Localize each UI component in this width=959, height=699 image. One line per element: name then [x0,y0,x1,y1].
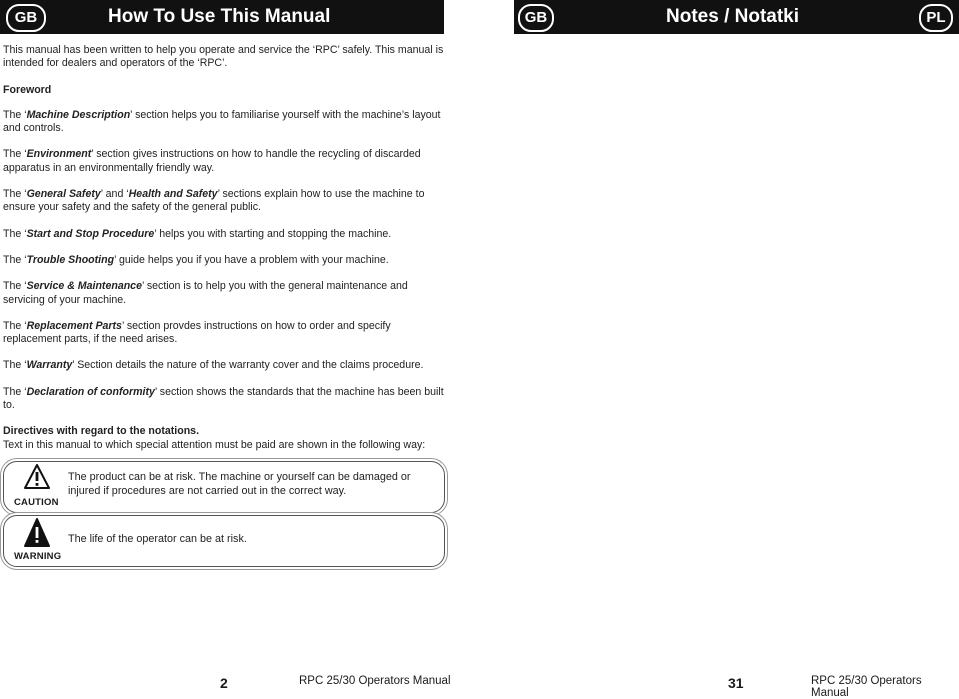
warning-triangle-icon [24,464,50,490]
notes-title: Notes / Notatki [666,6,800,27]
section-term: Declaration of conformity [26,385,155,398]
section-term: Machine Description [26,108,131,121]
warning-triangle-icon [24,518,50,548]
section-term: Trouble Shooting [26,253,115,266]
section-paragraph [3,254,448,267]
section-term: Environment [26,148,92,161]
page-number-left: 2 [220,675,228,691]
section-term: Start and Stop Procedure [26,227,155,240]
foreword-heading: Foreword [3,83,52,96]
caution-text: The product can be at risk. The machine or yourself can be damaged or injured if procedures are not carried out in the correct way. [68,471,411,497]
footer-left: RPC 25/30 Operators Manual [299,675,451,687]
gb-badge-right: GB [518,4,554,32]
section-text: The ‘ [3,253,27,266]
section-text: The ‘ [3,385,27,398]
section-text: The ‘ [3,188,27,201]
section-text: ’ section shows the standards that the machine has been built to. [3,385,444,412]
section-term: Replacement Parts [26,319,122,332]
section-term: Health and Safety [128,188,218,201]
section-text: The ‘ [3,359,27,372]
section-text: ’ section provdes instructions on how to order and specify replacement parts, if the need arises. [3,319,391,346]
section-text: ’ Section details the nature of the warranty cover and the claims procedure. [72,359,424,372]
page-number-right: 31 [728,675,744,691]
warning-text: The life of the operator can be at risk. [68,533,247,545]
directives-text: Text in this manual to which special attention must be paid are shown in the following way: [3,438,426,451]
section-text: The ‘ [3,108,27,121]
warning-label: WARNING [14,551,62,562]
warning-box [3,515,445,567]
section-text: ’ and ‘ [100,188,129,201]
footer-right: RPC 25/30 Operators Manual [811,675,922,699]
caution-box [3,461,445,513]
right-header-bar [514,0,959,34]
pl-badge: PL [919,4,953,32]
gb-badge: GB [6,4,46,32]
section-text: ’ guide helps you if you have a problem with your machine. [114,253,389,266]
section-paragraph [3,188,448,215]
section-text: ’ section is to help you with the general maintenance and servicing of your machine. [3,280,408,306]
section-term: Warranty [26,359,73,372]
page-title: How To Use This Manual [108,6,331,27]
intro-paragraph: This manual has been written to help you operate and service the ‘RPC’ safely. This manual is intended for dealers and operators of the ‘RPC’. [3,44,444,70]
manual-body [3,44,448,465]
section-text: ’ sections explain how to use the machine to ensure your safety and the safety of the general public. [3,188,425,214]
section-text: ’ section helps you to familiarise yourself with the machine’s layout and controls. [3,108,441,135]
caution-label: CAUTION [14,497,59,508]
section-paragraph [3,109,448,136]
section-text: The ‘ [3,227,27,240]
section-term: Service & Maintenance [26,280,142,293]
section-paragraph [3,386,448,413]
left-header-bar [0,0,444,34]
section-paragraph [3,320,448,347]
section-paragraph [3,359,448,372]
section-text: The ‘ [3,319,27,332]
section-text: ’ section gives instructions on how to handle the recycling of discarded apparatus in an environmentally friendly way. [3,148,421,174]
section-paragraph [3,228,448,241]
directives-heading: Directives with regard to the notations. [3,425,200,438]
section-text: The ‘ [3,280,27,293]
section-term: General Safety [26,188,101,201]
section-list [3,109,448,412]
section-text: ’ helps you with starting and stopping the machine. [154,227,392,240]
section-paragraph [3,280,448,307]
section-text: The ‘ [3,148,27,161]
section-paragraph [3,148,448,175]
